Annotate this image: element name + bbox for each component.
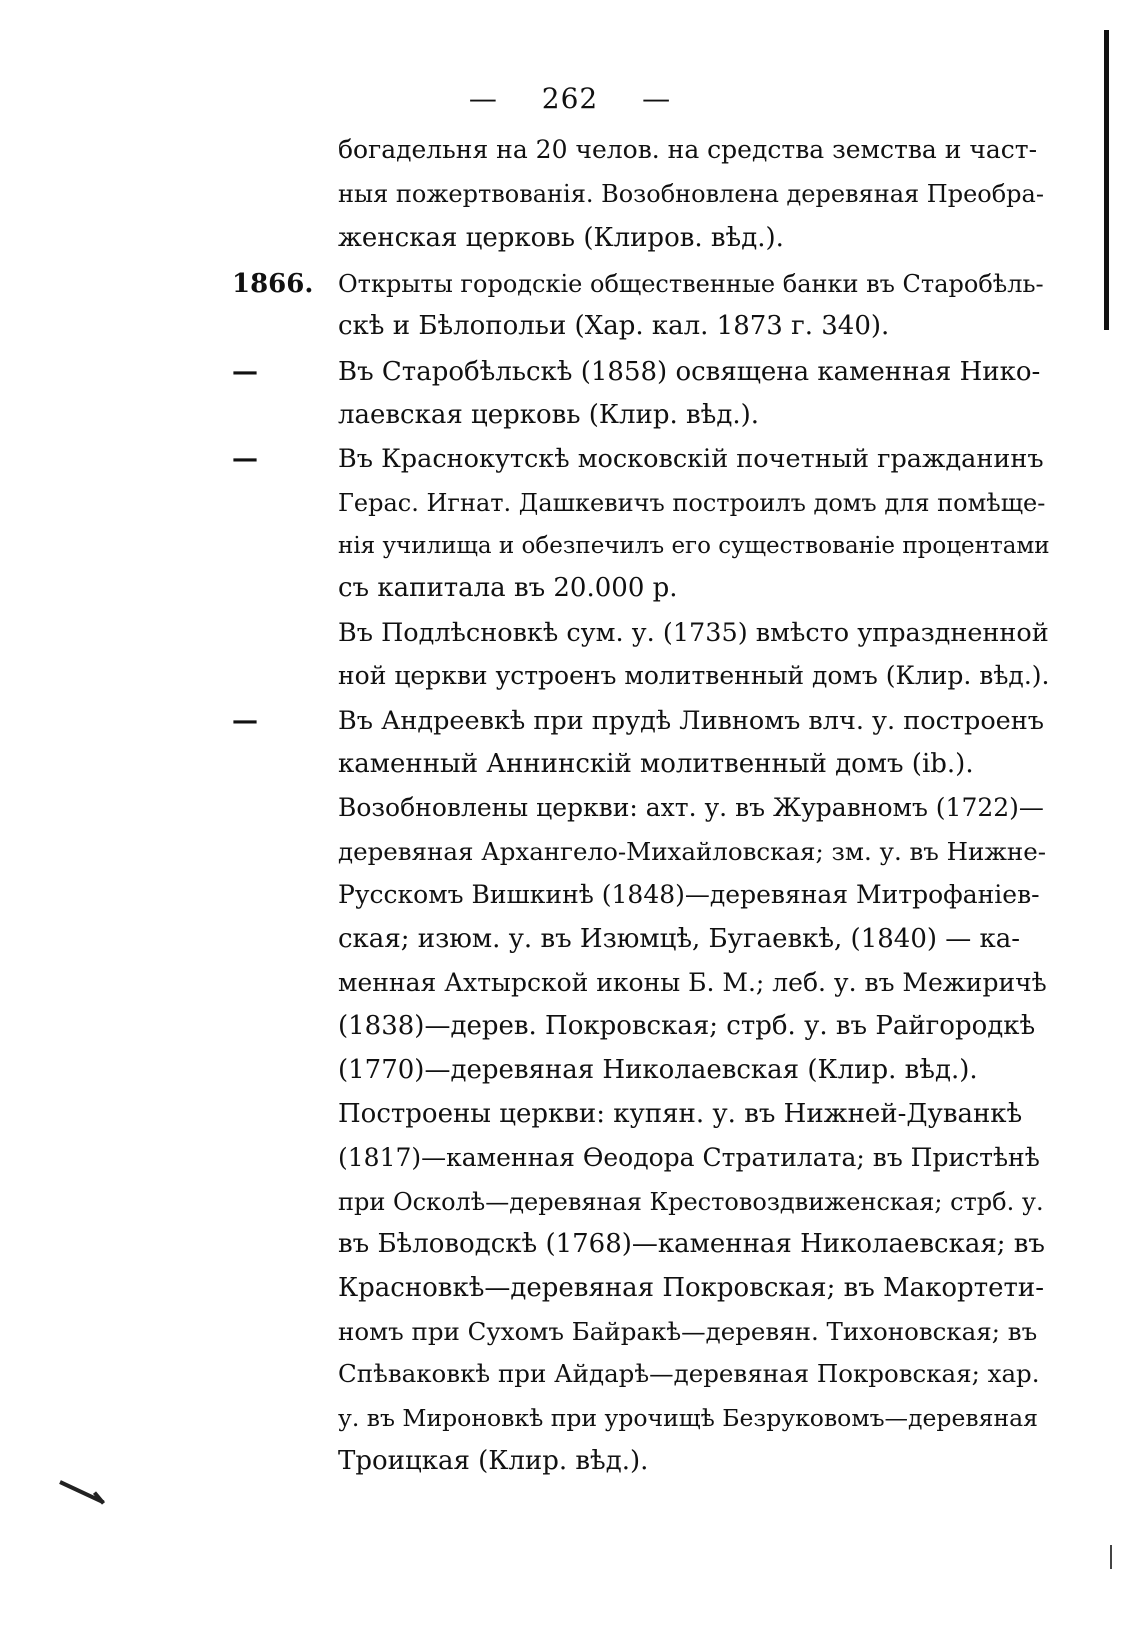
text-line — [0, 1136, 1140, 1180]
text-line — [0, 1048, 1140, 1092]
text-line — [0, 172, 1140, 216]
text-line — [0, 393, 1140, 437]
line-text: нія училища и обезпечилъ его существованіе процентами — [338, 533, 1050, 559]
margin-label: — — [232, 444, 258, 474]
margin-label: — — [232, 357, 258, 387]
margin-label: — — [232, 706, 258, 736]
page-dash-left: — — [468, 82, 498, 115]
margin-label: 1866. — [232, 269, 314, 299]
line-text: Въ Краснокутскѣ московскій почетный гражданинъ — [338, 444, 1044, 474]
line-text: Въ Подлѣсновкѣ сум. у. (1735) вмѣсто упраздненной — [338, 618, 1049, 648]
line-text: ной церкви устроенъ молитвенный домъ (Клир. вѣд.). — [338, 661, 1050, 690]
line-text: (1838)—дерев. Покровская; стрб. у. въ Райгородкѣ — [338, 1011, 1036, 1041]
line-text: Въ Старобѣльскѣ (1858) освящена каменная Нико- — [338, 357, 1041, 387]
line-text: ская; изюм. у. въ Изюмцѣ, Бугаевкѣ, (1840) — ка- — [338, 924, 1021, 954]
line-text: ныя пожертвованія. Возобновлена деревяная Преобра- — [338, 180, 1044, 208]
text-line — [0, 437, 1140, 481]
line-text: лаевская церковь (Клир. вѣд.). — [338, 400, 760, 430]
line-text: (1770)—деревяная Николаевская (Клир. вѣд.). — [338, 1055, 978, 1085]
text-line — [0, 262, 1140, 306]
line-text: Красновкѣ—деревяная Покровская; въ Макортети- — [338, 1273, 1044, 1303]
text-line — [0, 128, 1140, 172]
line-text: женская церковь (Клиров. вѣд.). — [338, 223, 784, 253]
page-header — [0, 80, 1140, 115]
text-line — [0, 566, 1140, 610]
line-text: въ Бѣловодскѣ (1768)—каменная Николаевская; въ — [338, 1229, 1045, 1259]
text-line — [0, 524, 1140, 568]
line-text: Открыты городскіе общественные банки въ Старобѣль- — [338, 270, 1044, 298]
text-line — [0, 873, 1140, 917]
text-line — [0, 699, 1140, 743]
line-text: Спѣваковкѣ при Айдарѣ—деревяная Покровская; хар. — [338, 1359, 1040, 1388]
line-text: деревяная Архангело-Михайловская; зм. у. въ Нижне- — [338, 837, 1047, 866]
line-text: номъ при Сухомъ Байракѣ—деревян. Тихоновская; въ — [338, 1317, 1038, 1346]
edge-tick — [1110, 1545, 1112, 1569]
line-text: богадельня на 20 челов. на средства земства и част- — [338, 135, 1038, 164]
text-line — [0, 216, 1140, 260]
line-text: Въ Андреевкѣ при прудѣ Ливномъ влч. у. построенъ — [338, 706, 1044, 736]
text-line — [0, 304, 1140, 348]
line-text: каменный Аннинскій молитвенный домъ (ib.). — [338, 749, 974, 779]
line-text: (1817)—каменная Ѳеодора Стратилата; въ Пристѣнѣ — [338, 1143, 1040, 1172]
text-line — [0, 1396, 1140, 1440]
text-line — [0, 1439, 1140, 1483]
text-line — [0, 830, 1140, 874]
text-line — [0, 742, 1140, 786]
text-line — [0, 1180, 1140, 1224]
line-text: Русскомъ Вишкинѣ (1848)—деревяная Митрофаніев- — [338, 880, 1040, 909]
text-line — [0, 961, 1140, 1005]
text-line — [0, 1352, 1140, 1396]
line-text: Троицкая (Клир. вѣд.). — [338, 1446, 649, 1476]
page-dash-right: — — [642, 82, 672, 115]
line-text: у. въ Мироновкѣ при урочищѣ Безруковомъ—деревяная — [338, 1404, 1038, 1432]
text-line — [0, 611, 1140, 655]
text-line — [0, 1004, 1140, 1048]
line-text: Герас. Игнат. Дашкевичъ построилъ домъ для помѣще- — [338, 489, 1046, 517]
text-line — [0, 1266, 1140, 1310]
text-line — [0, 917, 1140, 961]
line-text: Построены церкви: купян. у. въ Нижней-Дуванкѣ — [338, 1099, 1023, 1129]
text-line — [0, 1222, 1140, 1266]
line-text: съ капитала въ 20.000 р. — [338, 573, 678, 603]
text-line — [0, 1310, 1140, 1354]
line-text: менная Ахтырской иконы Б. М.; леб. у. въ Межиричѣ — [338, 968, 1047, 997]
text-line — [0, 654, 1140, 698]
line-text: Возобновлены церкви: ахт. у. въ Журавномъ (1722)— — [338, 793, 1044, 822]
text-line — [0, 350, 1140, 394]
text-line — [0, 1092, 1140, 1136]
text-line — [0, 786, 1140, 830]
page-number: 262 — [541, 82, 599, 115]
text-line — [0, 481, 1140, 525]
line-text: скѣ и Бѣлопольи (Хар. кал. 1873 г. 340). — [338, 311, 890, 341]
line-text: при Осколѣ—деревяная Крестовоздвиженская; стрб. у. — [338, 1188, 1044, 1216]
